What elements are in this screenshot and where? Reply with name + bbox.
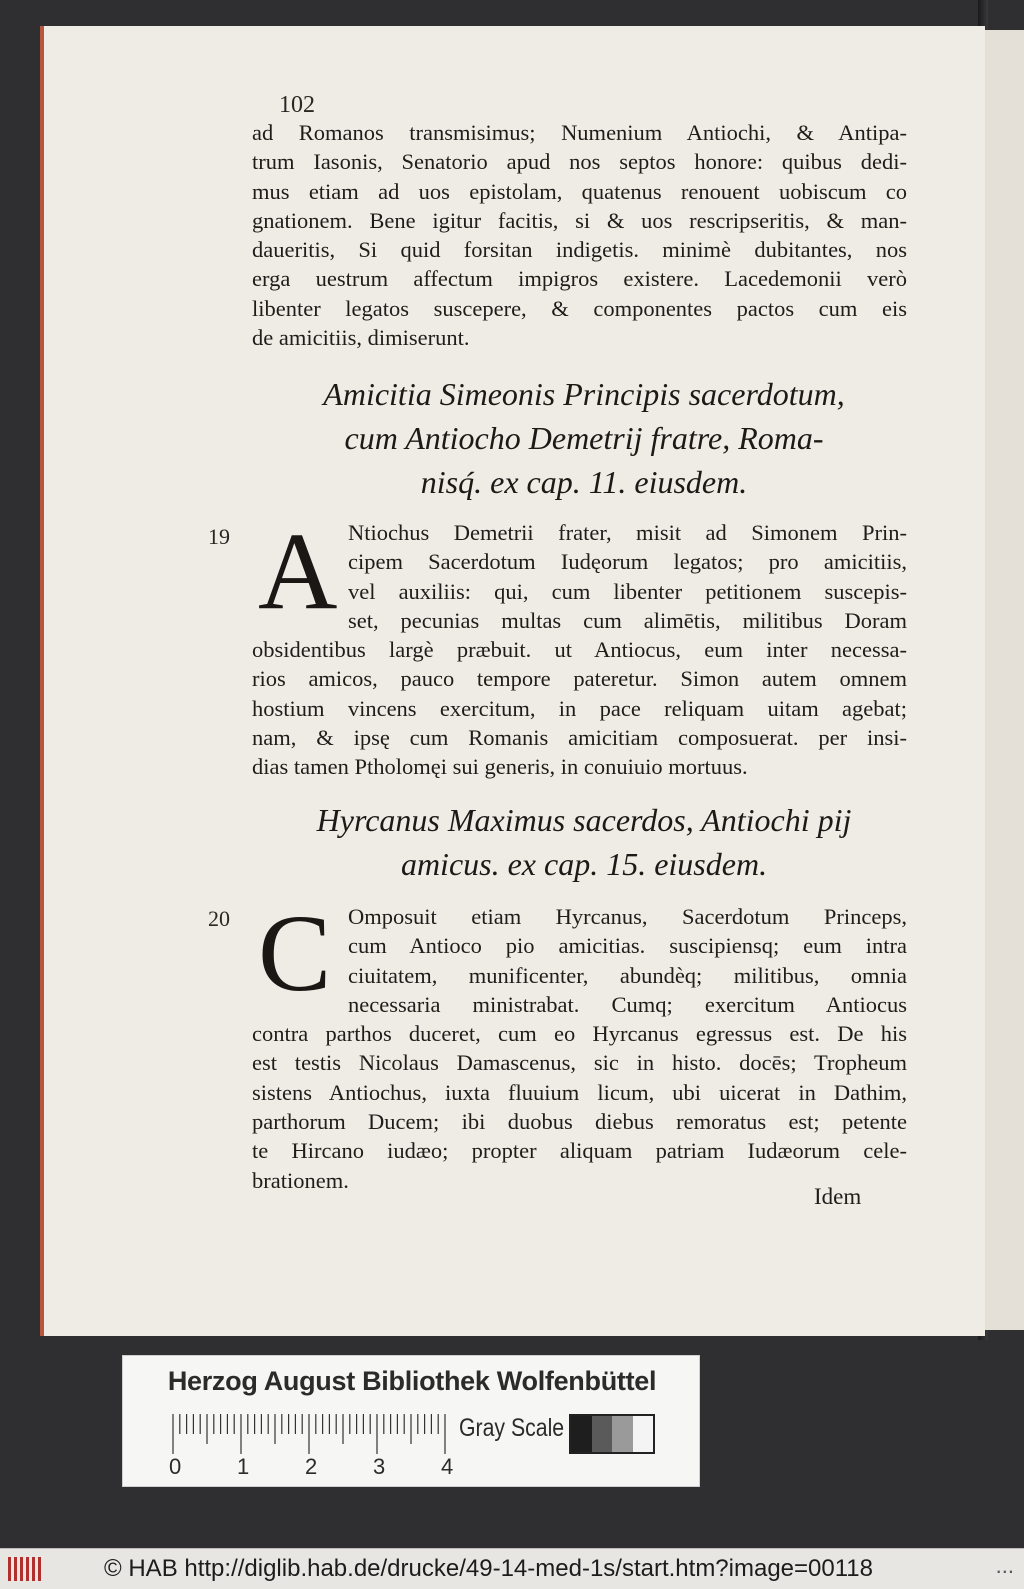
- heading-line: nisq́. ex cap. 11. eiusdem.: [420, 464, 748, 500]
- copyright-url[interactable]: © HAB http://diglib.hab.de/drucke/49-14-med-1s/start.htm?image=00118: [104, 1555, 873, 1582]
- text-line: te Hircano iudæo; propter aliquam patriam Iudæorum cele-: [252, 1138, 907, 1164]
- ruler-numbers: [163, 1454, 463, 1484]
- ruler-number: 0: [169, 1454, 182, 1479]
- gray-swatch: [592, 1416, 613, 1452]
- footer-bar: [0, 1548, 1024, 1589]
- ruler-number: 1: [237, 1454, 250, 1479]
- library-name: Herzog August Bibliothek Wolfenbüttel: [167, 1366, 657, 1396]
- text-line: Omposuit etiam Hyrcanus, Sacerdotum Princeps,: [348, 904, 907, 929]
- text-line: brationem.: [252, 1167, 349, 1193]
- text-line: gnationem. Bene igitur facitis, si & uos rescripseritis, & man-: [252, 207, 907, 233]
- drop-cap-a: A: [258, 510, 338, 632]
- margin-number-20: 20: [208, 906, 230, 931]
- paragraph-1: [252, 118, 907, 352]
- text-line: ciuitatem, munificenter, abundèq; militibus, omnia: [348, 962, 907, 988]
- text-line: cum Antioco pio amicitias. suscipiensq; eum intra: [348, 933, 907, 959]
- text-line: trum Iasonis, Senatorio apud nos septos honore: quibus dedi-: [252, 149, 907, 175]
- ruler-number: 3: [373, 1454, 386, 1479]
- paragraph-2: [252, 510, 907, 782]
- ruler-scale: [171, 1414, 449, 1458]
- text-line: sistens Antiochus, iuxta fluuium licum, ubi uicerat in Dathim,: [252, 1079, 907, 1105]
- text-line: Ntiochus Demetrii frater, misit ad Simonem Prin-: [348, 520, 907, 545]
- library-color-card: [122, 1355, 700, 1487]
- heading-line: amicus. ex cap. 15. eiusdem.: [400, 846, 768, 882]
- text-line: set, pecunias multas cum alimētis, militibus Doram: [348, 607, 907, 633]
- text-line: de amicitiis, dimiserunt.: [252, 325, 470, 351]
- more-icon[interactable]: ...: [995, 1553, 1014, 1578]
- section-heading-1: [234, 372, 934, 504]
- gray-scale-swatches: [569, 1414, 655, 1454]
- text-line: obsidentibus largè præbuit. ut Antiocus, eum inter necessa-: [252, 637, 907, 663]
- text-line: parthorum Ducem; ibi duobus diebus remoratus est; petente: [252, 1109, 907, 1135]
- text-line: daueritis, Si quid forsitan indigetis. minimè dubitantes, nos: [252, 237, 907, 263]
- adjacent-page-edge: [985, 30, 1024, 1330]
- margin-number-19: 19: [208, 524, 230, 549]
- text-line: rios amicos, pauco tempore pateretur. Simon autem omnem: [252, 666, 907, 692]
- gray-swatch: [633, 1416, 654, 1452]
- heading-line: Hyrcanus Maximus sacerdos, Antiochi pij: [316, 802, 852, 838]
- text-line: necessaria ministrabat. Cumq; exercitum Antiocus: [348, 991, 907, 1017]
- text-line: libenter legatos suscepere, & componentes pactos cum eis: [252, 295, 907, 321]
- gray-swatch: [571, 1416, 592, 1452]
- page-number: 102: [279, 92, 315, 118]
- text-line: cipem Sacerdotum Iudęorum legatos; pro amicitiis,: [348, 549, 907, 575]
- ruler-number: 2: [305, 1454, 318, 1479]
- heading-line: Amicitia Simeonis Principis sacerdotum,: [323, 376, 845, 412]
- ruler-number: 4: [441, 1454, 454, 1479]
- paragraph-3: [252, 902, 907, 1195]
- text-line: contra parthos duceret, cum eo Hyrcanus egressus est. De his: [252, 1021, 907, 1047]
- gray-scale-label: Gray Scale: [459, 1414, 565, 1442]
- drop-cap-c: C: [258, 892, 332, 1014]
- text-line: vel auxiliis: qui, cum libenter petitionem suscepis-: [348, 578, 907, 604]
- text-line: nam, & ipsę cum Romanis amicitiam composuerat. per insi-: [252, 725, 907, 751]
- text-line: erga uestrum affectum impigros existere. Lacedemonii verò: [252, 266, 907, 292]
- section-heading-2: [234, 798, 934, 886]
- catchword: Idem: [814, 1184, 862, 1209]
- heading-line: cum Antiocho Demetrij fratre, Roma-: [344, 420, 824, 456]
- text-line: ad Romanos transmisimus; Numenium Antiochi, & Antipa-: [252, 120, 907, 145]
- hab-logo-icon: [6, 1555, 46, 1583]
- text-line: dias tamen Ptholomęi sui generis, in conuiuio mortuus.: [252, 754, 748, 780]
- text-line: hostium vincens exercitum, in pace reliquam uitam agebat;: [252, 695, 907, 721]
- text-line: mus etiam ad uos epistolam, quatenus renouent uobiscum co: [252, 178, 907, 204]
- text-line: est testis Nicolaus Damascenus, sic in histo. docēs; Tropheum: [252, 1050, 907, 1076]
- gray-swatch: [612, 1416, 633, 1452]
- book-page: [40, 26, 985, 1336]
